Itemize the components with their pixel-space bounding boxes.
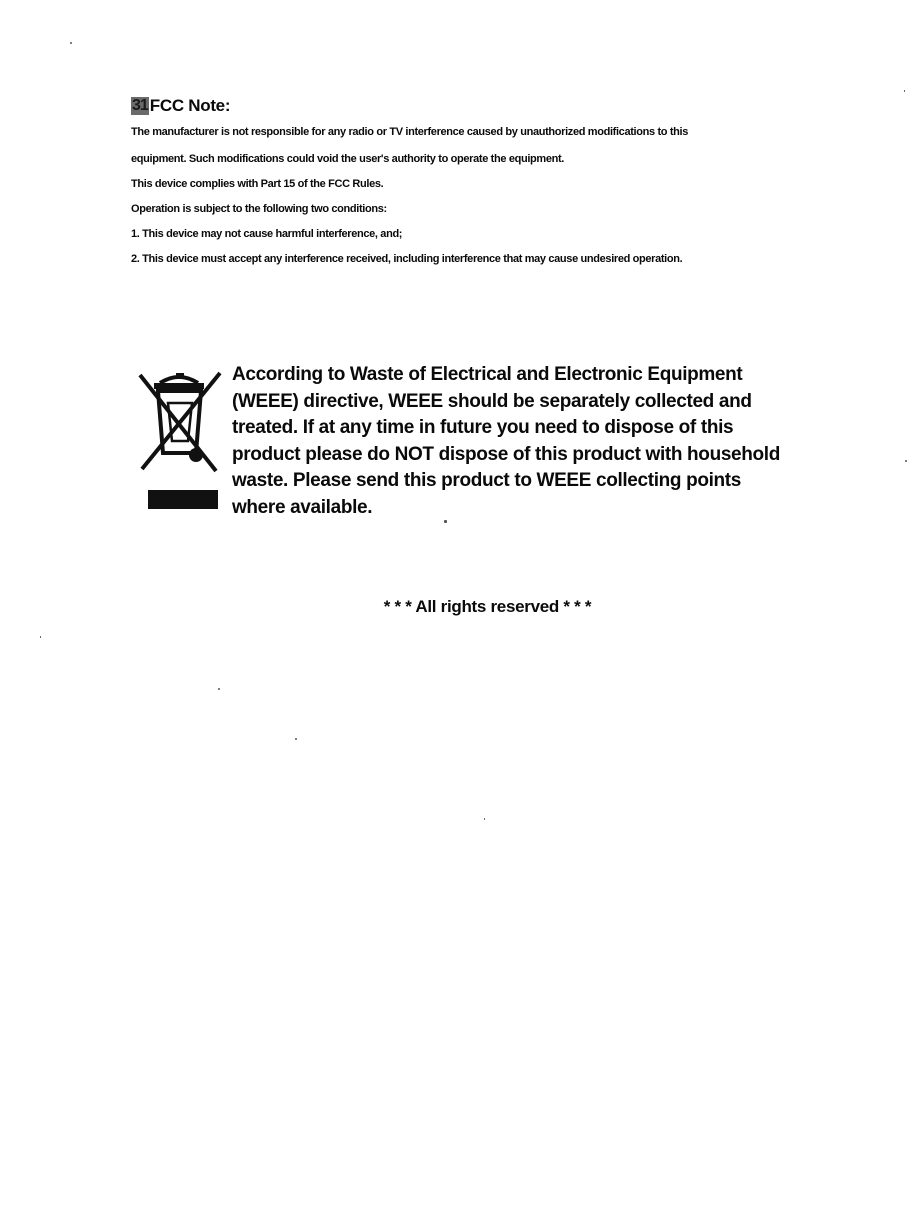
weee-line: where available. — [232, 496, 373, 518]
weee-line: treated. If at any time in future you need to dispose of this — [232, 417, 734, 438]
weee-line: (WEEE) directive, WEEE should be separately collected and — [232, 390, 752, 412]
scan-speck — [70, 42, 72, 44]
scan-speck — [295, 738, 297, 740]
scan-speck — [444, 520, 447, 523]
scan-speck — [905, 460, 907, 462]
fcc-line: equipment. Such modifications could void the user's authority to operate the equipment. — [131, 153, 564, 165]
fcc-line: 2. This device must accept any interference received, including interference that may cause undesired operation. — [131, 253, 683, 265]
fcc-line: The manufacturer is not responsible for any radio or TV interference caused by unauthorized modifications to this — [131, 126, 688, 138]
weee-line: According to Waste of Electrical and Electronic Equipment — [232, 364, 743, 385]
fcc-line: 1. This device may not cause harmful interference, and; — [131, 228, 403, 240]
section-number: 31 — [132, 97, 148, 114]
scan-speck — [484, 818, 485, 820]
fcc-line: Operation is subject to the following two conditions: — [131, 203, 387, 215]
fcc-line: This device complies with Part 15 of the FCC Rules. — [131, 178, 384, 190]
fcc-section — [131, 94, 811, 272]
scan-speck — [218, 688, 220, 690]
fcc-heading — [131, 94, 811, 118]
footer — [0, 597, 918, 617]
scan-speck — [904, 90, 905, 92]
section-title: FCC Note: — [149, 96, 231, 115]
rights-reserved: * * * All rights reserved * * * — [383, 597, 592, 616]
weee-line: waste. Please send this product to WEEE collecting points — [232, 470, 741, 491]
crossed-out-wheelie-bin-icon — [136, 365, 222, 515]
weee-line: product please do NOT dispose of this product with household — [232, 443, 780, 465]
scan-speck — [40, 636, 41, 638]
weee-notice — [232, 362, 792, 521]
